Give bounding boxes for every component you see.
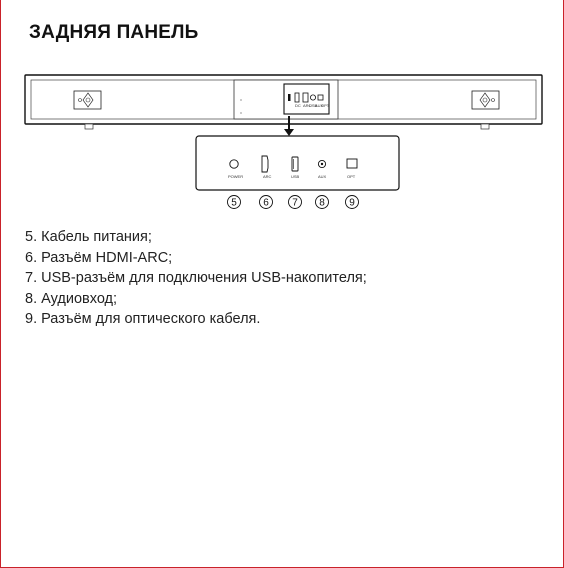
marker-7	[289, 196, 302, 209]
list-item: 7. USB-разъём для подключения USB-накопителя;	[25, 270, 367, 286]
top-port-label: ARC	[303, 103, 312, 108]
list-item: 8. Аудиовход;	[25, 290, 118, 307]
port-recess	[234, 80, 338, 119]
marker-6	[260, 196, 273, 209]
svg-text:9: 9	[349, 197, 355, 209]
list-item: 5. Кабель питания;	[25, 229, 152, 245]
top-port-label: DC	[295, 103, 301, 108]
wall-mount-right	[472, 91, 499, 109]
port-label-usb: USB	[291, 174, 300, 179]
top-port-label: OPT	[321, 103, 330, 108]
rear-panel-diagram	[1, 60, 564, 220]
svg-text:6: 6	[263, 197, 269, 209]
wall-mount-left	[74, 91, 101, 109]
marker-5	[228, 196, 241, 209]
top-port-label: USB	[309, 103, 318, 108]
top-port-label: AUX	[315, 103, 324, 108]
marker-8	[316, 196, 329, 209]
list-item: 9. Разъём для оптического кабеля.	[25, 311, 261, 327]
zoomed-panel	[196, 136, 399, 190]
svg-text:8: 8	[319, 197, 325, 209]
list-item: 6. Разъём HDMI-ARC;	[25, 249, 173, 266]
port-label-power: POWER	[228, 174, 244, 179]
marker-9	[346, 196, 359, 209]
svg-text:7: 7	[292, 197, 298, 209]
page-title: ЗАДНЯЯ ПАНЕЛЬ	[29, 22, 199, 43]
svg-text:5: 5	[231, 197, 237, 209]
port-label-aux: AUX	[318, 174, 327, 179]
connector-list	[25, 227, 367, 330]
port-label-opt: OPT	[347, 174, 356, 179]
port-label-arc: ARC	[263, 174, 272, 179]
